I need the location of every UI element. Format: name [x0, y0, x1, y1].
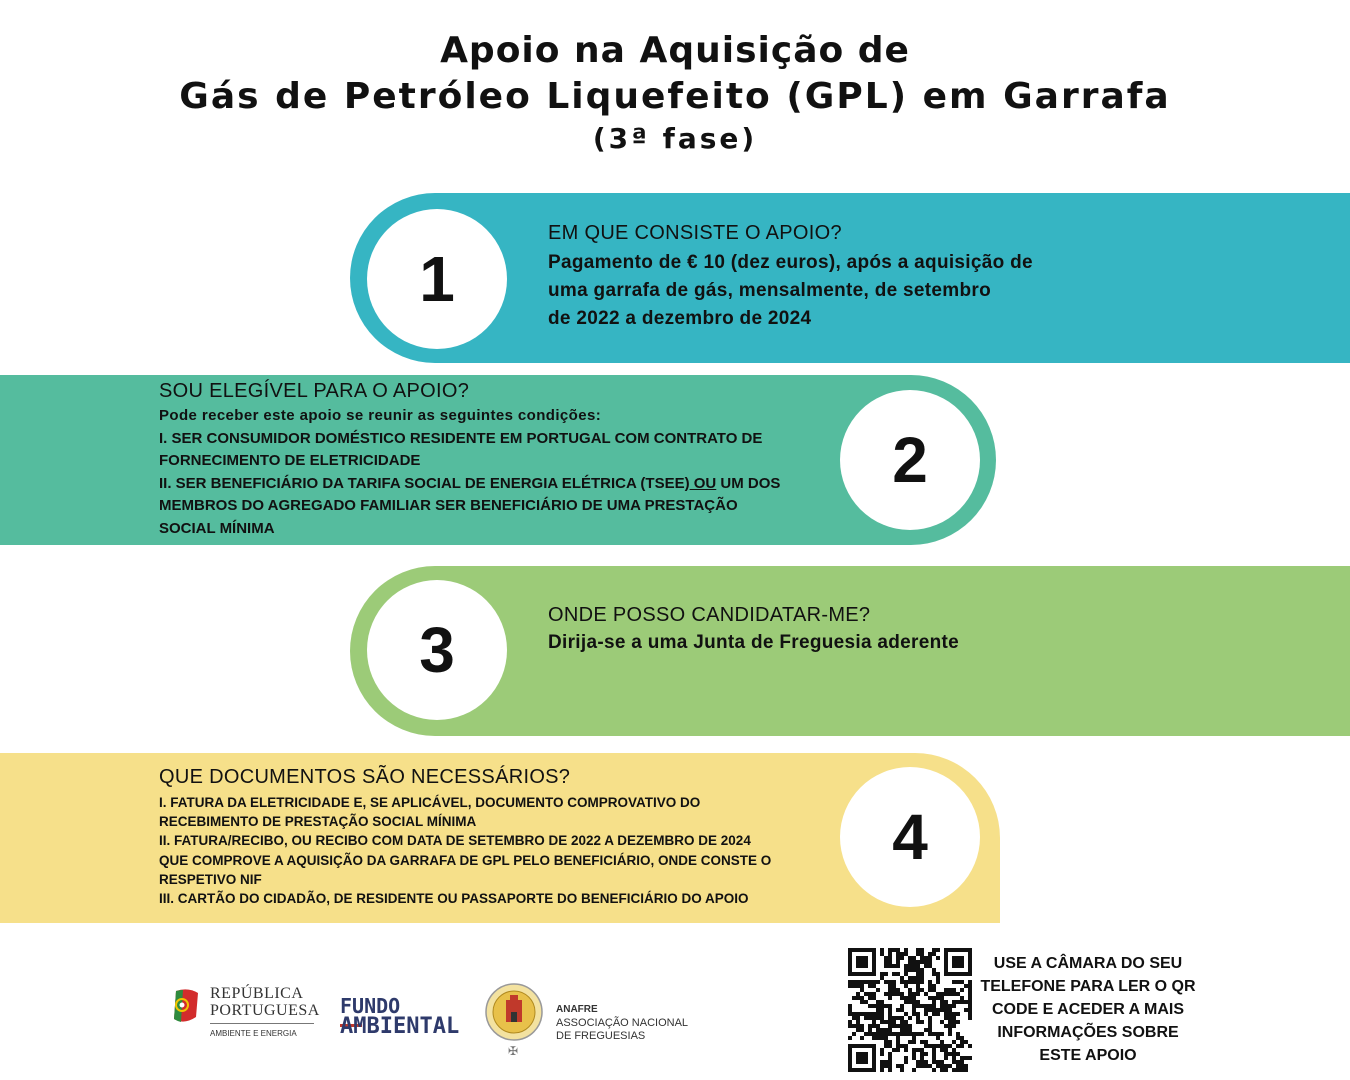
- section-4-heading: QUE DOCUMENTOS SÃO NECESSÁRIOS?: [159, 766, 571, 788]
- section-1-line: uma garrafa de gás, mensalmente, de setembro: [548, 280, 991, 301]
- republica-portuguesa-logo: [170, 985, 320, 1045]
- qr-instructions-line: USE A CÂMARA DO SEU: [993, 955, 1183, 972]
- title-line-1: Apoio na Aquisição de: [440, 30, 910, 71]
- section-2-or-underlined: OU: [689, 474, 717, 492]
- section-2-line-part: UM DOS: [716, 474, 781, 492]
- section-2-line-part: II. SER BENEFICIÁRIO DA TARIFA SOCIAL DE ENERGIA ELÉTRICA (TSEE): [159, 474, 690, 492]
- fundo-ambiental-line-2: AMBIENTAL: [340, 1014, 460, 1039]
- section-4-line: RECEBIMENTO DE PRESTAÇÃO SOCIAL MÍNIMA: [159, 814, 477, 830]
- section-1-heading: EM QUE CONSISTE O APOIO?: [548, 222, 842, 244]
- section-2-intro: Pode receber este apoio se reunir as seguintes condições:: [159, 407, 602, 424]
- qr-code-icon[interactable]: [848, 948, 972, 1072]
- section-4-line: RESPETIVO NIF: [159, 871, 262, 887]
- cross-icon: ✠: [508, 1044, 519, 1058]
- qr-instructions-line: CODE E ACEDER A MAIS: [991, 1001, 1184, 1018]
- section-4-number: 4: [840, 767, 980, 907]
- republica-divider: [210, 1023, 314, 1024]
- anafre-logo: [484, 982, 694, 1062]
- title-line-2: Gás de Petróleo Liquefeito (GPL) em Garrafa: [179, 76, 1171, 117]
- republica-line-3: AMBIENTE E ENERGIA: [210, 1029, 297, 1038]
- qr-instructions-line: TELEFONE PARA LER O QR: [980, 978, 1196, 995]
- qr-instructions-line: ESTE APOIO: [1039, 1047, 1137, 1064]
- section-2-line: [159, 473, 849, 496]
- section-1-number: 1: [367, 209, 507, 349]
- republica-line-2: PORTUGUESA: [210, 1002, 320, 1019]
- qr-instructions-line: INFORMAÇÕES SOBRE: [997, 1024, 1179, 1041]
- section-1-line: de 2022 a dezembro de 2024: [548, 308, 812, 329]
- section-2-text: [159, 380, 849, 540]
- fundo-ambiental-line-1: FUNDO: [340, 994, 401, 1018]
- section-2-heading: SOU ELEGÍVEL PARA O APOIO?: [159, 380, 470, 402]
- section-4-text: [159, 766, 839, 908]
- anafre-seal-icon: [484, 982, 544, 1042]
- qr-instructions: [978, 952, 1198, 1067]
- page-title: [0, 28, 1350, 158]
- anafre-line-3: DE FREGUESIAS: [556, 1030, 646, 1042]
- anafre-line-1: ANAFRE: [556, 1004, 598, 1015]
- anafre-line-2: ASSOCIAÇÃO NACIONAL: [556, 1017, 689, 1029]
- section-3-line: Dirija-se a uma Junta de Freguesia aderente: [548, 632, 959, 653]
- section-1-text: [548, 222, 1118, 333]
- section-1-line: Pagamento de € 10 (dez euros), após a aquisição de: [548, 252, 1033, 273]
- title-line-3: (3ª fase): [592, 122, 758, 155]
- section-3-number: 3: [367, 580, 507, 720]
- section-2-line: FORNECIMENTO DE ELETRICIDADE: [159, 452, 421, 469]
- section-4-line: QUE COMPROVE A AQUISIÇÃO DA GARRAFA DE GPL PELO BENEFICIÁRIO, ONDE CONSTE O: [159, 852, 772, 868]
- section-4-line: III. CARTÃO DO CIDADÃO, DE RESIDENTE OU PASSAPORTE DO BENEFICIÁRIO DO APOIO: [159, 891, 749, 907]
- section-3-text: [548, 604, 1108, 657]
- portugal-flag-icon: [170, 987, 200, 1025]
- section-2-line: I. SER CONSUMIDOR DOMÉSTICO RESIDENTE EM PORTUGAL COM CONTRATO DE: [159, 429, 763, 447]
- republica-line-1: REPÚBLICA: [210, 985, 304, 1002]
- section-3-heading: ONDE POSSO CANDIDATAR-ME?: [548, 604, 871, 626]
- fundo-ambiental-logo: [340, 995, 480, 1045]
- section-2-line: MEMBROS DO AGREGADO FAMILIAR SER BENEFICIÁRIO DE UMA PRESTAÇÃO: [159, 497, 738, 514]
- section-2-line: SOCIAL MÍNIMA: [159, 519, 275, 537]
- section-2-number: 2: [840, 390, 980, 530]
- section-4-line: II. FATURA/RECIBO, OU RECIBO COM DATA DE SETEMBRO DE 2022 A DEZEMBRO DE 2024: [159, 833, 751, 849]
- section-4-line: I. FATURA DA ELETRICIDADE E, SE APLICÁVEL, DOCUMENTO COMPROVATIVO DO: [159, 795, 701, 810]
